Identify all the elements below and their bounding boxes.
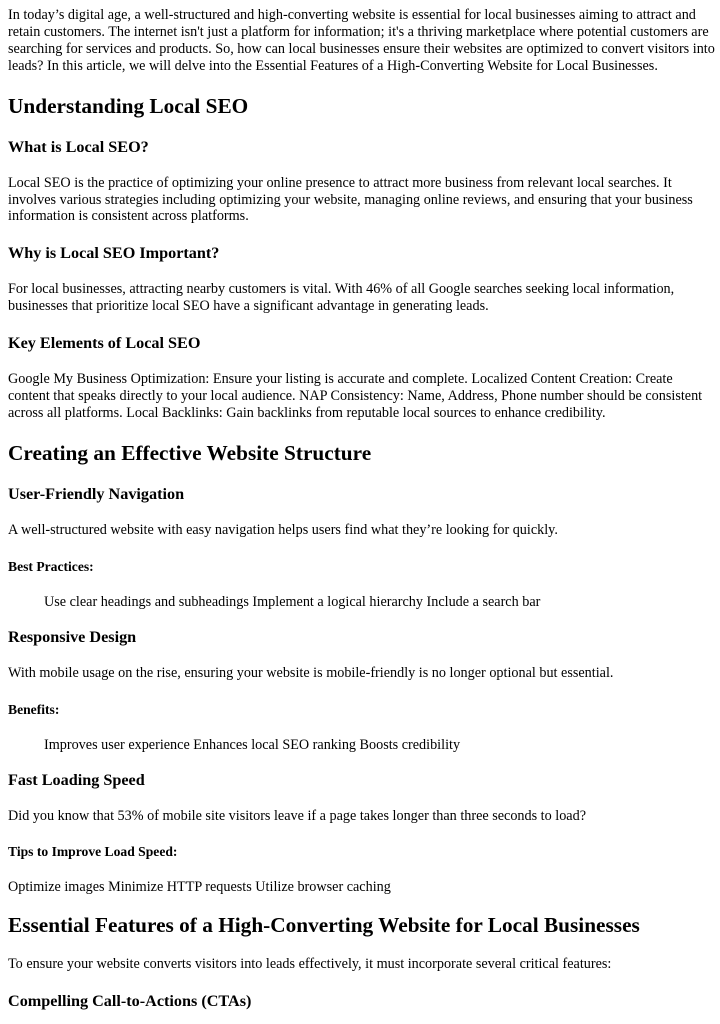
subheading-why-local-seo-important: Why is Local SEO Important? xyxy=(8,244,220,263)
paragraph-essential-features: To ensure your website converts visitors into leads effectively, it must incorporate several critical features: xyxy=(8,956,612,973)
paragraph-user-friendly-navigation: A well-structured website with easy navigation helps users find what they’re looking for quickly. xyxy=(8,521,558,538)
list-best-practices: Use clear headings and subheadings Implement a logical hierarchy Include a search bar xyxy=(44,593,541,610)
subheading-key-elements: Key Elements of Local SEO xyxy=(8,334,201,353)
list-load-speed-tips: Optimize images Minimize HTTP requests Utilize browser caching xyxy=(8,879,391,896)
subheading-what-is-local-seo: What is Local SEO? xyxy=(8,137,149,156)
article xyxy=(0,7,720,1011)
paragraph-responsive-design: With mobile usage on the rise, ensuring your website is mobile-friendly is no longer optional but essential. xyxy=(8,664,614,681)
list-benefits: Improves user experience Enhances local SEO ranking Boosts credibility xyxy=(44,736,461,753)
paragraph-key-elements: Google My Business Optimization: Ensure your listing is accurate and complete. Localized Content Creation: Create content that speaks directly to your local audience. NAP Consistency: Name, Address, Phone number should be consistent across all platforms. Local Backlinks: Gain backlinks from reputable local sources to enhance credibility. xyxy=(8,371,703,421)
section-heading-website-structure: Creating an Effective Website Structure xyxy=(8,440,372,465)
subheading-fast-loading-speed: Fast Loading Speed xyxy=(8,770,145,789)
subheading-responsive-design: Responsive Design xyxy=(8,627,137,646)
subheading-user-friendly-navigation: User-Friendly Navigation xyxy=(8,484,185,503)
paragraph-fast-loading-speed: Did you know that 53% of mobile site visitors leave if a page takes longer than three seconds to load? xyxy=(8,807,586,824)
subheading-compelling-ctas: Compelling Call-to-Actions (CTAs) xyxy=(8,992,252,1011)
label-benefits: Benefits: xyxy=(8,701,60,717)
section-heading-understanding-local-seo: Understanding Local SEO xyxy=(8,93,249,118)
paragraph-why-local-seo-important: For local businesses, attracting nearby customers is vital. With 46% of all Google searches seeking local information, businesses that prioritize local SEO have a significant advantage in generating leads. xyxy=(8,281,675,315)
section-heading-essential-features: Essential Features of a High-Converting Website for Local Businesses xyxy=(8,913,640,938)
label-load-speed-tips: Tips to Improve Load Speed: xyxy=(8,844,178,860)
intro-paragraph: In today’s digital age, a well-structured and high-converting website is essential for local businesses aiming to attract and retain customers. The internet isn't just a platform for information; it's a thriving marketplace where potential customers are searching for services and products. So, how can local businesses ensure their websites are optimized to convert visitors into leads? In this article, we will delve into the Essential Features of a High-Converting Website for Local Businesses. xyxy=(8,7,715,74)
paragraph-what-is-local-seo: Local SEO is the practice of optimizing your online presence to attract more business from relevant local searches. It involves various strategies including optimizing your website, managing online reviews, and ensuring that your business information is consistent across platforms. xyxy=(8,174,693,225)
label-best-practices: Best Practices: xyxy=(8,558,94,574)
